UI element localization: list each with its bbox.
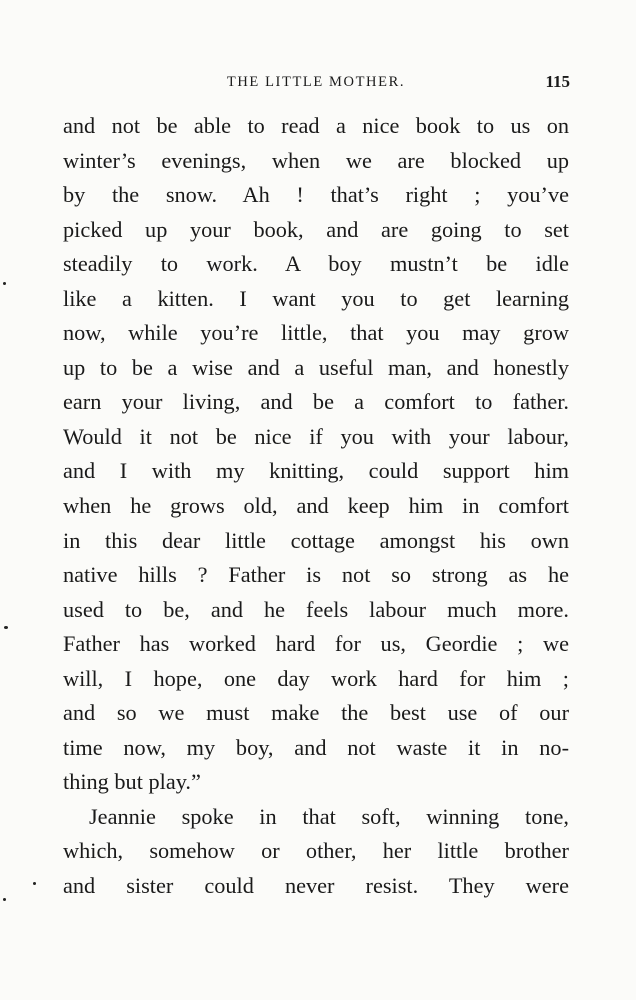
page-number: 115 <box>545 72 570 91</box>
scan-speck <box>4 626 8 629</box>
text-line: picked up your book, and are going to set <box>63 216 569 242</box>
text-line: time now, my boy, and not waste it in no- <box>63 734 569 760</box>
running-head <box>62 72 570 94</box>
text-line: winter’s evenings, when we are blocked up <box>63 147 569 173</box>
text-line: and I with my knitting, could support him <box>63 458 569 484</box>
text-line: which, somehow or other, her little brother <box>63 838 569 864</box>
text-line: and not be able to read a nice book to us on <box>63 113 569 138</box>
text-line: like a kitten. I want you to get learning <box>63 285 569 311</box>
text-line: and so we must make the best use of our <box>63 700 569 726</box>
text-line: will, I hope, one day work hard for him ; <box>63 665 569 691</box>
body-text <box>63 109 569 904</box>
text-line: when he grows old, and keep him in comfort <box>63 493 569 519</box>
text-line: by the snow. Ah ! that’s right ; you’ve <box>63 182 569 208</box>
text-line: native hills ? Father is not so strong as he <box>63 562 569 588</box>
text-line: earn your living, and be a comfort to father. <box>63 389 569 415</box>
text-line: up to be a wise and a useful man, and honestly <box>63 354 569 380</box>
paragraph-first-line: Jeannie spoke in that soft, winning tone, <box>89 803 569 829</box>
text-line: thing but play.” <box>63 769 201 795</box>
scan-speck <box>3 898 6 901</box>
running-title: THE LITTLE MOTHER. <box>226 74 406 90</box>
text-line: Would it not be nice if you with your labour, <box>63 423 569 449</box>
text-line: and sister could never resist. They were <box>63 873 569 899</box>
scan-speck <box>3 282 6 285</box>
text-line: steadily to work. A boy mustn’t be idle <box>63 251 569 277</box>
text-line: used to be, and he feels labour much more. <box>63 596 569 622</box>
text-line: in this dear little cottage amongst his own <box>63 527 569 553</box>
scan-speck <box>33 882 36 885</box>
text-line: Father has worked hard for us, Geordie ; we <box>63 631 569 657</box>
text-line: now, while you’re little, that you may grow <box>63 320 569 346</box>
